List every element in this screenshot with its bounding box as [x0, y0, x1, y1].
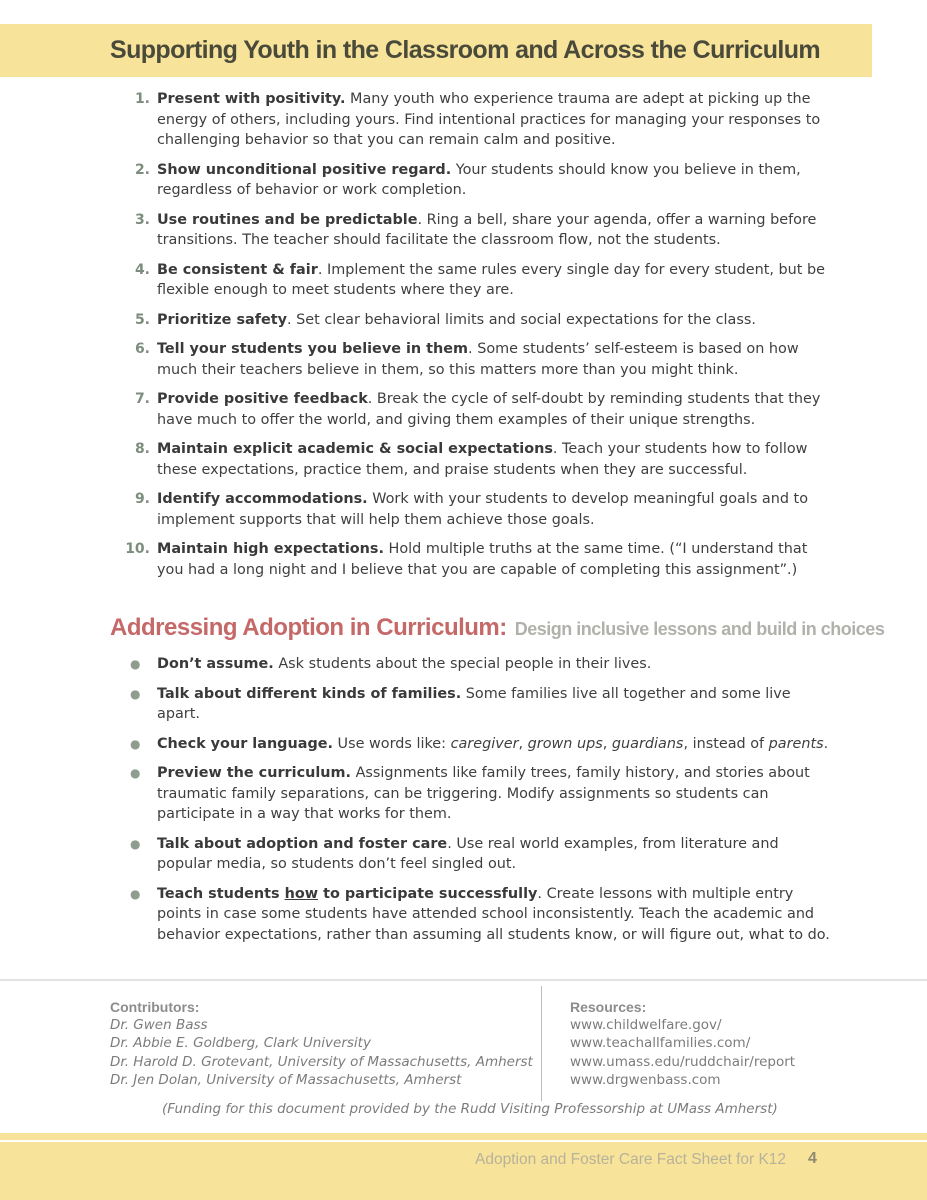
item-number: 9.: [134, 491, 150, 507]
footer-band: [0, 1142, 927, 1200]
bullet-icon: ●: [130, 886, 141, 901]
item-text: Work with your students to develop meaningful goals and to implement supports that will help them achieve those goals.: [157, 491, 809, 528]
contributor-name: Dr. Abbie E. Goldberg, Clark University: [110, 1035, 371, 1052]
section-heading: [110, 614, 884, 642]
bullet-icon: ●: [130, 736, 141, 751]
item-number: 4.: [134, 261, 150, 278]
document-title: Adoption and Foster Care Fact Sheet for K12: [475, 1151, 787, 1168]
term-grown-ups: grown ups: [527, 735, 603, 752]
list-item: [120, 310, 830, 331]
list-item: [120, 339, 830, 380]
list-item: [120, 160, 830, 201]
list-item: [120, 654, 830, 675]
contributors-label: Contributors:: [110, 999, 200, 1015]
item-heading: Check your language.: [157, 735, 333, 752]
contributor-name: Dr. Jen Dolan, University of Massachusetts, Amherst: [110, 1071, 462, 1088]
item-heading: Talk about adoption and foster care: [157, 835, 448, 852]
item-heading: Present with positivity.: [157, 91, 346, 107]
item-text: Your students should know you believe in them, regardless of behavior or work completion.: [157, 161, 801, 198]
item-heading: Talk about different kinds of families.: [157, 685, 462, 702]
item-heading: Don’t assume.: [157, 656, 274, 672]
item-heading: Prioritize safety: [157, 311, 288, 328]
list-item: [120, 684, 830, 725]
strategies-list: [120, 89, 830, 589]
bullet-icon: ●: [130, 686, 141, 701]
section-title: Addressing Adoption in Curriculum:: [110, 614, 507, 641]
item-text: Use words like:: [332, 735, 451, 752]
list-item: [120, 834, 830, 875]
item-text: Some families live all together and some live apart.: [157, 685, 791, 722]
item-text: . Use real world examples, from literature and popular media, so students don’t feel singled out.: [157, 835, 779, 872]
list-item: [120, 389, 830, 430]
item-heading: Be consistent & fair: [157, 261, 318, 278]
list-item: [120, 489, 830, 530]
item-number: 1.: [134, 91, 150, 107]
list-item: [120, 734, 830, 755]
term-guardians: guardians: [611, 735, 684, 752]
heading-underlined: how: [284, 885, 319, 902]
resource-link[interactable]: www.drgwenbass.com: [570, 1071, 721, 1088]
item-text: . Some students’ self-esteem is based on how much their teachers believe in them, so this matters more than you might think.: [157, 341, 799, 378]
item-number: 7.: [134, 391, 150, 407]
item-heading: Preview the curriculum.: [157, 765, 351, 781]
bullet-icon: ●: [130, 657, 141, 671]
item-heading: Identify accommodations.: [157, 491, 368, 507]
funding-note: (Funding for this document provided by the Rudd Visiting Professorship at UMass Amherst): [162, 1101, 778, 1117]
item-text: ,: [602, 735, 612, 752]
item-text: . Create lessons with multiple entry points in case some students have attended school inconsistently. Teach the academic and behavior expectations, rather than assuming all students know, or will figure out, what to do.: [157, 885, 830, 943]
page-title: Supporting Youth in the Classroom and Across the Curriculum: [110, 36, 821, 64]
item-heading: Tell your students you believe in them: [157, 341, 469, 357]
item-number: 8.: [134, 441, 150, 457]
list-item: [120, 539, 830, 580]
contributor-name: Dr. Harold D. Grotevant, University of Massachusetts, Amherst: [110, 1053, 533, 1070]
column-divider: [541, 986, 542, 1101]
item-text: . Teach your students how to follow these expectations, practice them, and praise students when they are successful.: [157, 441, 808, 478]
bullet-icon: ●: [130, 766, 141, 780]
item-heading: Use routines and be predictable: [157, 211, 418, 228]
item-text: . Ring a bell, share your agenda, offer a warning before transitions. The teacher should facilitate the classroom flow, not the students.: [157, 211, 817, 248]
resources-block: [570, 998, 795, 1089]
section-subtitle: Design inclusive lessons and build in choices: [514, 619, 885, 639]
resources-label: Resources:: [570, 999, 647, 1015]
resource-link[interactable]: www.childwelfare.gov/: [570, 1017, 722, 1034]
item-heading: Show unconditional positive regard.: [157, 161, 452, 178]
item-heading: Maintain high expectations.: [157, 541, 384, 557]
item-heading: Maintain explicit academic & social expectations: [157, 441, 553, 457]
item-text: Many youth who experience trauma are adept at picking up the energy of others, including yours. Find intentional practices for managing your responses to challenging behavior so that you can remain calm and positive.: [157, 91, 821, 148]
item-number: 2.: [134, 161, 150, 178]
bullet-icon: ●: [130, 836, 141, 851]
item-number: 5.: [134, 311, 150, 328]
resource-link[interactable]: www.teachallfamilies.com/: [570, 1035, 751, 1052]
item-text: . Implement the same rules every single day for every student, but be flexible enough to meet students where they are.: [157, 261, 825, 298]
item-text: ,: [518, 735, 528, 752]
page-number: 4: [808, 1150, 817, 1167]
item-text: . Break the cycle of self-doubt by reminding students that they have much to offer the world, and giving them examples of their unique strengths.: [157, 391, 821, 428]
list-item: [120, 884, 830, 946]
list-item: [120, 763, 830, 825]
item-heading: [157, 886, 537, 902]
term-caregiver: caregiver: [450, 735, 519, 752]
item-number: 6.: [134, 341, 150, 357]
item-text: Ask students about the special people in their lives.: [273, 656, 652, 672]
list-item: [120, 210, 830, 251]
item-number: 10.: [125, 541, 150, 557]
item-text: , instead of: [683, 735, 769, 752]
heading-part: to participate successfully: [318, 885, 538, 902]
item-number: 3.: [134, 211, 150, 228]
item-text: Hold multiple truths at the same time. (“I understand that you had a long night and I believe that you are capable of completing this assignment”.): [157, 541, 808, 578]
item-text: Assignments like family trees, family history, and stories about traumatic family separations, can be triggering. Modify assignments so students can participate in a way that works for them.: [157, 765, 810, 822]
item-text: .: [823, 735, 829, 752]
resource-link[interactable]: www.umass.edu/ruddchair/report: [570, 1053, 796, 1070]
contributor-name: Dr. Gwen Bass: [110, 1017, 208, 1034]
footer-divider: [0, 979, 927, 981]
list-item: [120, 260, 830, 301]
contributors-block: [110, 998, 533, 1089]
adoption-bullet-list: [120, 654, 830, 954]
list-item: [120, 439, 830, 480]
item-heading: Provide positive feedback: [157, 391, 368, 407]
item-text: . Set clear behavioral limits and social expectations for the class.: [287, 311, 756, 328]
footer-stripe: [0, 1133, 927, 1140]
heading-part: Teach students: [157, 885, 285, 902]
list-item: [120, 89, 830, 151]
term-parents: parents: [768, 735, 824, 752]
